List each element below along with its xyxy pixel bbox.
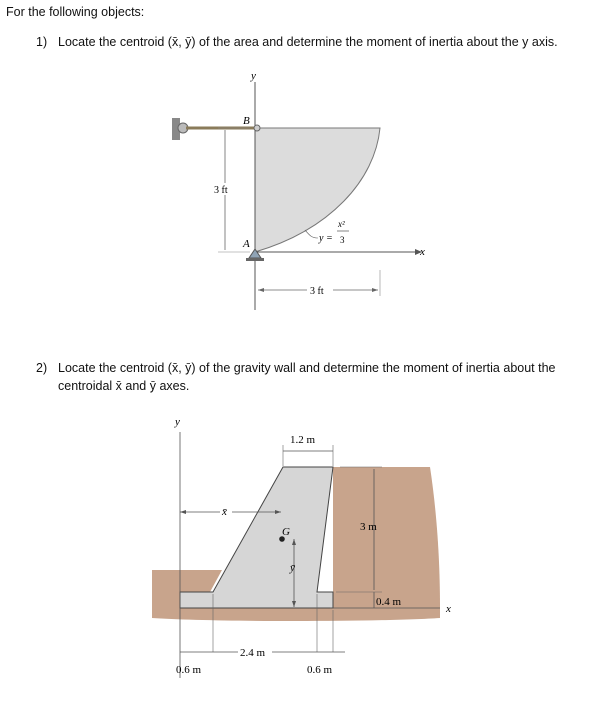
fig2-base-thickness-label: 0.4 m bbox=[376, 596, 402, 608]
fig2-height-label: 3 m bbox=[360, 521, 377, 533]
fig2-y-label: y bbox=[175, 416, 180, 428]
fig2-ybar-label: ȳ bbox=[290, 562, 295, 574]
fig1-x-label: x bbox=[420, 246, 425, 258]
fig1-width-label: 3 ft bbox=[310, 286, 324, 297]
fig1-height-label: 3 ft bbox=[214, 185, 228, 196]
fig2-right-toe-label: 0.6 m bbox=[307, 664, 333, 676]
fig1-a-label: A bbox=[243, 238, 250, 250]
fig1-curve-eq: y = bbox=[319, 233, 333, 244]
problem1-text: Locate the centroid (x̄, ȳ) of the area and determine the moment of inertia about the y axis. bbox=[58, 35, 558, 49]
fig2-top-width-label: 1.2 m bbox=[290, 434, 316, 446]
fig2-soil-right bbox=[333, 467, 440, 608]
fig1-curve-numerator: x² bbox=[338, 219, 345, 229]
fig2-g-label: G bbox=[282, 526, 290, 538]
problem1-number: 1) bbox=[36, 35, 48, 49]
fig1-curve-denominator: 3 bbox=[340, 235, 345, 245]
fig2-xbar-label: x̄ bbox=[222, 506, 227, 518]
fig2-x-label: x bbox=[446, 603, 451, 615]
problem2-text-line1: Locate the centroid (x̄, ȳ) of the gravity wall and determine the moment of inertia about the bbox=[58, 361, 556, 375]
fig1-b-label: B bbox=[243, 115, 250, 127]
intro-text: For the following objects: bbox=[6, 5, 145, 19]
fig2-left-toe-label: 0.6 m bbox=[176, 664, 202, 676]
problem2-text-line2: centroidal x̄ and ȳ axes. bbox=[58, 379, 190, 393]
problem2-number: 2) bbox=[36, 361, 48, 375]
fig2-sloped-run-label: 2.4 m bbox=[240, 647, 266, 659]
fig1-y-label: y bbox=[251, 70, 256, 82]
